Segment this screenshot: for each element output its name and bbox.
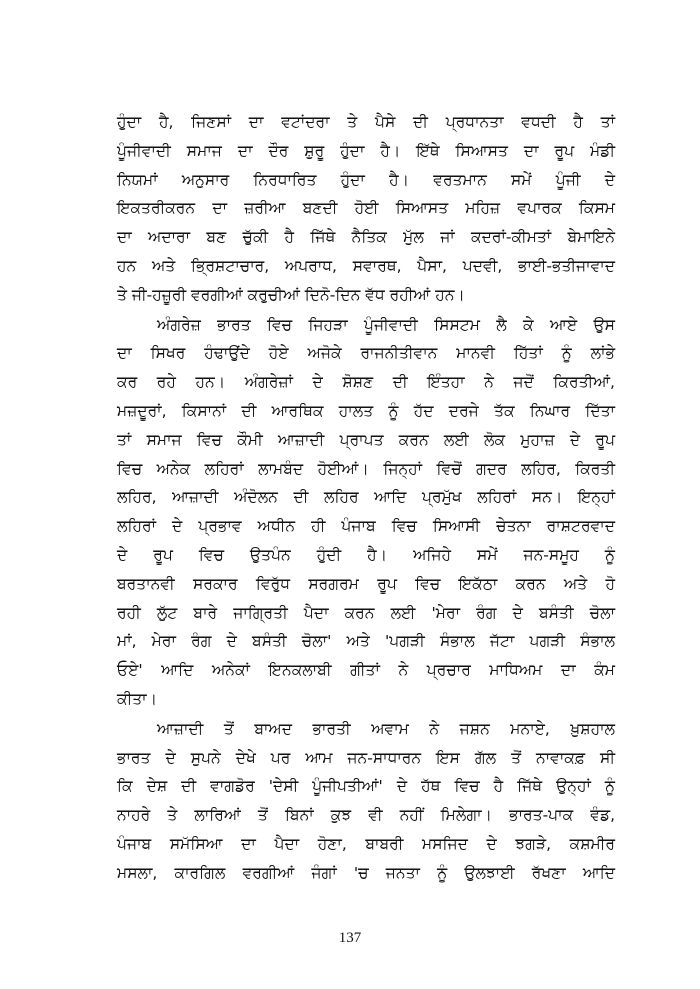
text-line: ਭਾਰਤ ਦੇ ਸੁਪਨੇ ਦੇਖੇ ਪਰ ਆਮ ਜਨ-ਸਾਧਾਰਨ ਇਸ ਗੱਲ ਤੋਂ ਨਾਵਾਕਫ਼ ਸੀ — [117, 748, 615, 767]
text-line: ਆਜ਼ਾਦੀ ਤੋਂ ਬਾਅਦ ਭਾਰਤੀ ਅਵਾਮ ਨੇ ਜਸ਼ਨ ਮਨਾਏ, ਖ਼ੁਸ਼ਹਾਲ — [157, 719, 615, 738]
text-line: ਦੇ ਰੂਪ ਵਿਚ ਉਤਪੰਨ ਹੁੰਦੀ ਹੈ। ਅਜਿਹੇ ਸਮੇਂ ਜਨ-ਸਮੂਹ ਨੂੰ — [117, 545, 615, 564]
page-number: 137 — [338, 930, 362, 946]
text-line: ਨਿਯਮਾਂ ਅਨੁਸਾਰ ਨਿਰਧਾਰਿਤ ਹੁੰਦਾ ਹੈ। ਵਰਤਮਾਨ ਸਮੇਂ ਪੂੰਜੀ ਦੇ — [117, 170, 615, 189]
text-line: ਬਰਤਾਨਵੀ ਸਰਕਾਰ ਵਿਰੁੱਧ ਸਰਗਰਮ ਰੂਪ ਵਿਚ ਇਕੱਠਾ ਕਰਨ ਅਤੇ ਹੋ — [117, 574, 615, 593]
text-line: ਪੂੰਜੀਵਾਦੀ ਸਮਾਜ ਦਾ ਦੌਰ ਸ਼ੁਰੂ ਹੁੰਦਾ ਹੈ। ਇੱਥੇ ਸਿਆਸਤ ਦਾ ਰੂਪ ਮੰਡੀ — [117, 141, 615, 160]
text-line: ਲਹਿਰਾਂ ਦੇ ਪ੍ਰਭਾਵ ਅਧੀਨ ਹੀ ਪੰਜਾਬ ਵਿਚ ਸਿਆਸੀ ਚੇਤਨਾ ਰਾਸ਼ਟਰਵਾਦ — [117, 517, 615, 536]
text-line: ਓਏ' ਆਦਿ ਅਨੇਕਾਂ ਇਨਕਲਾਬੀ ਗੀਤਾਂ ਨੇ ਪ੍ਰਚਾਰ ਮਾਧਿਅਮ ਦਾ ਕੰਮ — [117, 661, 615, 680]
paragraph-2 — [117, 311, 615, 714]
text-line: ਇਕਤਰੀਕਰਨ ਦਾ ਜ਼ਰੀਆ ਬਣਦੀ ਹੋਈ ਸਿਆਸਤ ਮਹਿਜ਼ ਵਪਾਰਕ ਕਿਸਮ — [117, 199, 615, 218]
text-line: ਕੀਤਾ। — [117, 689, 158, 708]
paragraph-1 — [117, 108, 615, 310]
text-line: ਕਰ ਰਹੇ ਹਨ। ਅੰਗਰੇਜ਼ਾਂ ਦੇ ਸ਼ੋਸ਼ਣ ਦੀ ਇੰਤਹਾ ਨੇ ਜਦੋਂ ਕਿਰਤੀਆਂ, — [117, 373, 615, 392]
text-line: ਪੰਜਾਬ ਸਮੱਸਿਆ ਦਾ ਪੈਦਾ ਹੋਣਾ, ਬਾਬਰੀ ਮਸਜਿਦ ਦੇ ਝਗੜੇ, ਕਸ਼ਮੀਰ — [117, 834, 615, 853]
page-body — [117, 108, 615, 889]
text-line: ਮਜ਼ਦੂਰਾਂ, ਕਿਸਾਨਾਂ ਦੀ ਆਰਥਿਕ ਹਾਲਤ ਨੂੰ ਹੱਦ ਦਰਜੇ ਤੱਕ ਨਿਘਾਰ ਦਿੱਤਾ — [117, 401, 615, 420]
text-line: ਨਾਹਰੇ ਤੇ ਲਾਰਿਆਂ ਤੋਂ ਬਿਨਾਂ ਕੁਝ ਵੀ ਨਹੀਂ ਮਿਲੇਗਾ। ਭਾਰਤ-ਪਾਕ ਵੰਡ, — [117, 806, 615, 825]
text-line: ਦਾ ਅਦਾਰਾ ਬਣ ਚੁੱਕੀ ਹੈ ਜਿੱਥੇ ਨੈਤਿਕ ਮੁੱਲ ਜਾਂ ਕਦਰਾਂ-ਕੀਮਤਾਂ ਬੇਮਾਇਨੇ — [117, 228, 615, 247]
text-line: ਤੇ ਜੀ-ਹਜ਼ੂਰੀ ਵਰਗੀਆਂ ਕਰੁਚੀਆਂ ਦਿਨੋ-ਦਿਨ ਵੱਧ ਰਹੀਆਂ ਹਨ। — [117, 285, 465, 304]
text-line: ਲਹਿਰ, ਆਜ਼ਾਦੀ ਅੰਦੋਲਨ ਦੀ ਲਹਿਰ ਆਦਿ ਪ੍ਰਮੁੱਖ ਲਹਿਰਾਂ ਸਨ। ਇਨ੍ਹਾਂ — [117, 488, 615, 507]
text-line: ਮਾਂ, ਮੇਰਾ ਰੰਗ ਦੇ ਬਸੰਤੀ ਚੋਲਾ' ਅਤੇ 'ਪਗੜੀ ਸੰਭਾਲ ਜੱਟਾ ਪਗੜੀ ਸੰਭਾਲ — [117, 632, 615, 651]
text-line: ਅੰਗਰੇਜ਼ ਭਾਰਤ ਵਿਚ ਜਿਹੜਾ ਪੂੰਜੀਵਾਦੀ ਸਿਸਟਮ ਲੈ ਕੇ ਆਏ ਉਸ — [157, 315, 615, 334]
paragraph-3 — [117, 715, 615, 888]
text-line: ਹਨ ਅਤੇ ਭ੍ਰਿਸ਼ਟਾਚਾਰ, ਅਪਰਾਧ, ਸਵਾਰਥ, ਪੈਸਾ, ਪਦਵੀ, ਭਾਈ-ਭਤੀਜਾਵਾਦ — [117, 256, 615, 275]
text-line: ਦਾ ਸਿਖਰ ਹੰਢਾਉਂਦੇ ਹੋਏ ਅਜੋਕੇ ਰਾਜਨੀਤੀਵਾਨ ਮਾਨਵੀ ਹਿੱਤਾਂ ਨੂੰ ਲਾਂਭੇ — [117, 344, 615, 363]
text-line: ਤਾਂ ਸਮਾਜ ਵਿਚ ਕੌਮੀ ਆਜ਼ਾਦੀ ਪ੍ਰਾਪਤ ਕਰਨ ਲਈ ਲੋਕ ਮੁਹਾਜ਼ ਦੇ ਰੂਪ — [117, 430, 615, 449]
text-line: ਹੁੰਦਾ ਹੈ, ਜਿਣਸਾਂ ਦਾ ਵਟਾਂਦਰਾ ਤੇ ਪੈਸੇ ਦੀ ਪ੍ਰਧਾਨਤਾ ਵਧਦੀ ਹੈ ਤਾਂ — [117, 113, 615, 131]
text-line: ਮਸਲਾ, ਕਾਰਗਿਲ ਵਰਗੀਆਂ ਜੰਗਾਂ 'ਚ ਜਨਤਾ ਨੂੰ ਉਲਝਾਈ ਰੱਖਣਾ ਆਦਿ — [117, 863, 615, 882]
text-line: ਕਿ ਦੇਸ਼ ਦੀ ਵਾਗਡੋਰ 'ਦੇਸੀ ਪੂੰਜੀਪਤੀਆਂ' ਦੇ ਹੱਥ ਵਿਚ ਹੈ ਜਿੱਥੇ ਉਨ੍ਹਾਂ ਨੂੰ — [117, 777, 615, 796]
text-line: ਰਹੀ ਲੁੱਟ ਬਾਰੇ ਜਾਗ੍ਰਿਤੀ ਪੈਦਾ ਕਰਨ ਲਈ 'ਮੇਰਾ ਰੰਗ ਦੇ ਬਸੰਤੀ ਚੋਲਾ — [117, 603, 615, 622]
text-line: ਵਿਚ ਅਨੇਕ ਲਹਿਰਾਂ ਲਾਮਬੰਦ ਹੋਈਆਂ। ਜਿਨ੍ਹਾਂ ਵਿਚੋਂ ਗਦਰ ਲਹਿਰ, ਕਿਰਤੀ — [117, 459, 615, 478]
